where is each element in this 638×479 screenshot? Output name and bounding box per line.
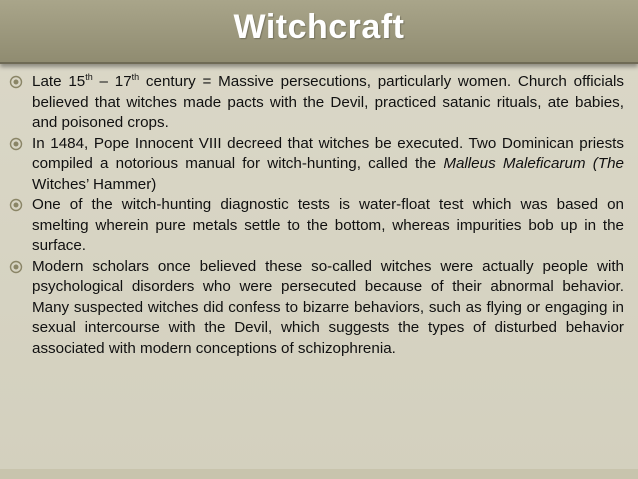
bottom-band (0, 469, 638, 479)
superscript: th (85, 71, 93, 82)
circle-dot-icon (9, 260, 23, 274)
slide-title: Witchcraft (233, 8, 405, 46)
bullet-item (8, 195, 624, 257)
bullet-text: century = Massive persecutions, particularly women. Church officials believed that witches made pacts with the Devil, practiced satanic rituals, ate babies, and poisoned crops. (32, 73, 624, 131)
title-bar (0, 0, 638, 64)
bullet-text: In 1484, Pope Innocent VIII decreed that witches be executed. Two Dominican priests compiled a notorious manual for witch-hunting, called the (32, 134, 624, 172)
bullet-item (8, 72, 624, 134)
bullet-text: One of the witch-hunting diagnostic tests is water-float test which was based on smelting wherein pure metals settle to the bottom, whereas impurities bob up in the surface. (32, 196, 624, 254)
circle-dot-icon (9, 198, 23, 212)
bullet-item (8, 134, 624, 196)
circle-dot-icon (9, 137, 23, 151)
bullet-text: Late 15 (32, 73, 86, 90)
bullet-text: Malleus Maleficarum (The (443, 155, 624, 172)
superscript: th (131, 71, 140, 82)
bullet-text: Witches’ Hammer) (32, 175, 157, 193)
circle-dot-icon (9, 75, 23, 89)
bullet-list (8, 72, 624, 359)
bullet-text: Modern scholars once believed these so-called witches were actually people with psychological disorders who were persecuted because of their abnormal behavior. Many suspected witches did confess to bizarre behaviors, such as flying or engaging in sexual intercourse with the Devil, which suggests the types of disturbed behavior associated with modern conceptions of schizophrenia. (32, 257, 624, 357)
bullet-item (8, 257, 624, 360)
bullet-text: – 17 (92, 73, 132, 90)
